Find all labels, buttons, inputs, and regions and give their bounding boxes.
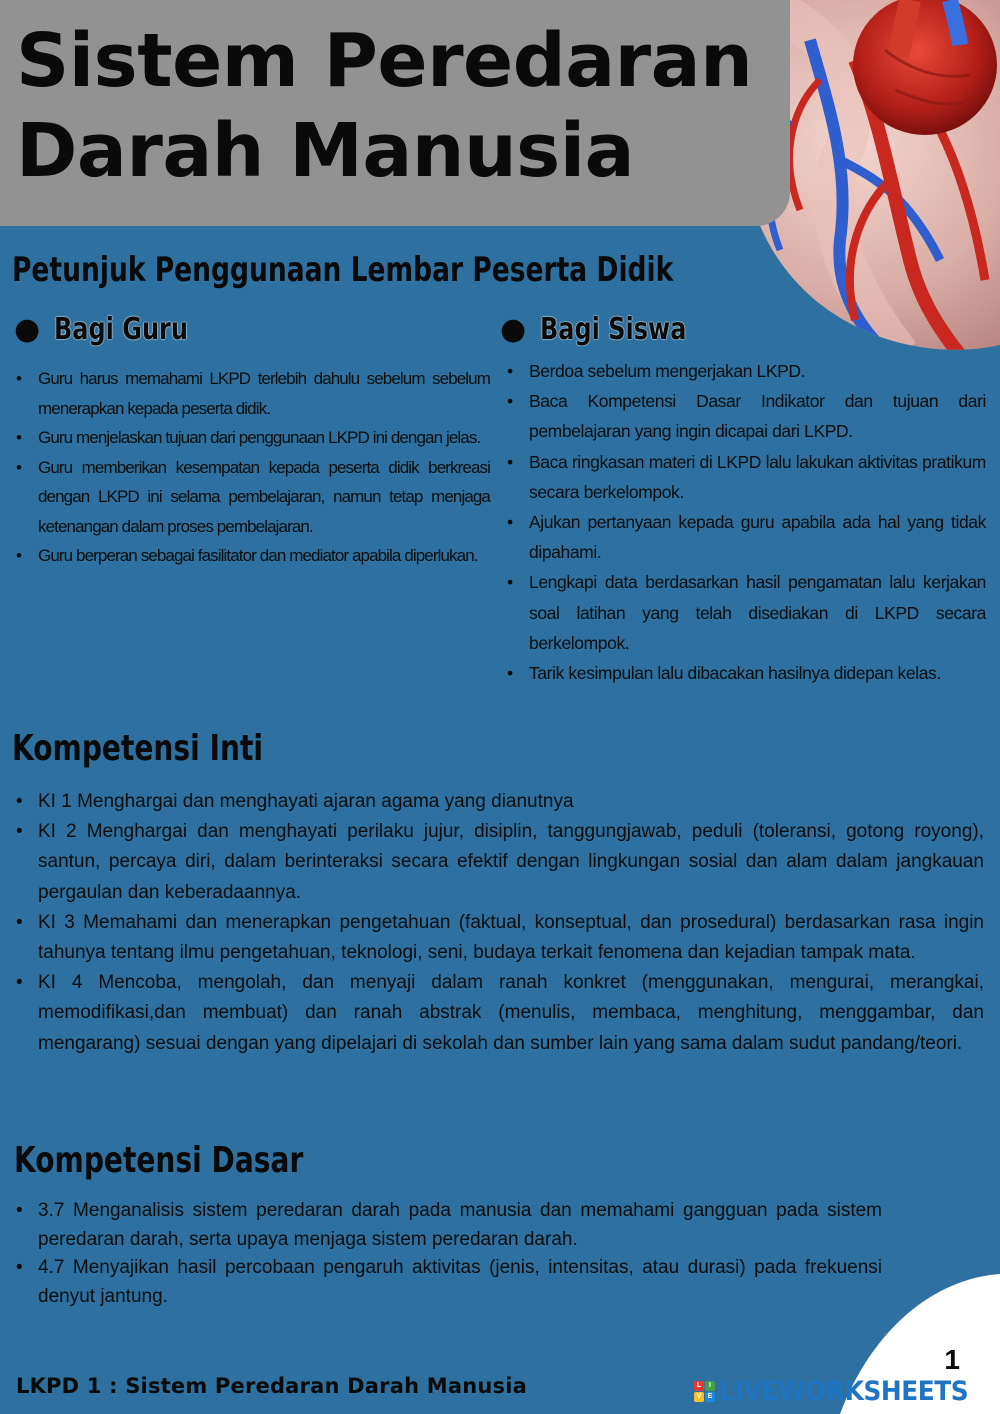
bagi-guru-label: Bagi Guru: [54, 312, 189, 347]
list-item: • Tarik kesimpulan lalu dibacakan hasilnya didepan kelas.: [503, 658, 986, 688]
page-title-line-1: Sistem Peredaran: [16, 18, 753, 104]
bagi-siswa-heading: [500, 312, 723, 347]
logo-badge-letter: E: [705, 1392, 715, 1402]
logo-text-part-1: LIVEWOR: [719, 1376, 845, 1407]
list-item: • KI 1 Menghargai dan menghayati ajaran agama yang dianutnya: [12, 787, 984, 817]
kompetensi-inti-heading: Kompetensi Inti: [12, 728, 264, 769]
page-title-line-2: Darah Manusia: [16, 108, 635, 194]
page-title: [16, 16, 752, 196]
bullet-dot-icon: ●: [14, 312, 41, 347]
page-number: 1: [944, 1344, 960, 1375]
logo-wordmark: [719, 1376, 968, 1407]
list-item: • Guru berperan sebagai fasilitator dan mediator apabila diperlukan.: [12, 541, 490, 571]
logo-badge: [694, 1381, 715, 1402]
siswa-instruction-list: [503, 356, 986, 688]
list-item: • Guru memberikan kesempatan kepada peserta didik berkreasi dengan LKPD ini selama pembelajaran, namun tetap menjaga ketenangan dalam proses pembelajaran.: [12, 453, 490, 542]
bullet-dot-icon: ●: [500, 312, 527, 347]
list-item: • KI 4 Mencoba, mengolah, dan menyaji dalam ranah konkret (menggunakan, mengurai, merangkai, memodifikasi,dan membuat) dan ranah abstrak (menulis, membaca, menghitung, menggambar, dan mengarang) sesuai dengan yang dipelajari di sekolah dan sumber lain yang sama dalam sudut pandang/teori.: [12, 968, 984, 1059]
list-item: • Baca Kompetensi Dasar Indikator dan tujuan dari pembelajaran yang ingin dicapai dari LKPD.: [503, 386, 986, 446]
logo-text-part-2: KSHEETS: [844, 1376, 969, 1407]
list-item: • 3.7 Menganalisis sistem peredaran darah pada manusia dan memahami gangguan pada sistem peredaran darah, serta upaya menjaga sistem peredaran darah.: [12, 1197, 882, 1254]
list-item: • Guru harus memahami LKPD terlebih dahulu sebelum sebelum menerapkan kepada peserta didik.: [12, 364, 490, 423]
kompetensi-dasar-heading: Kompetensi Dasar: [14, 1140, 304, 1181]
list-item: • Ajukan pertanyaan kepada guru apabila ada hal yang tidak dipahami.: [503, 507, 986, 567]
petunjuk-heading: Petunjuk Penggunaan Lembar Peserta Didik: [12, 250, 674, 290]
list-item: • Baca ringkasan materi di LKPD lalu lakukan aktivitas pratikum secara berkelompok.: [503, 447, 986, 507]
footer-title: LKPD 1 : Sistem Peredaran Darah Manusia: [16, 1374, 527, 1398]
list-item: • KI 3 Memahami dan menerapkan pengetahuan (faktual, konseptual, dan prosedural) berdasarkan rasa ingin tahunya tentang ilmu pengetahuan, teknologi, seni, budaya terkait fenomena dan kejadian tampak mata.: [12, 908, 984, 968]
list-item: • Guru menjelaskan tujuan dari penggunaan LKPD ini dengan jelas.: [12, 423, 490, 453]
liveworksheets-logo-icon[interactable]: [694, 1376, 990, 1407]
kompetensi-dasar-list: [12, 1197, 882, 1311]
list-item: • KI 2 Menghargai dan menghayati perilaku jujur, disiplin, tanggungjawab, peduli (toleransi, gotong royong), santun, percaya diri, dalam berinteraksi secara efektif dengan lingkungan sosial dan alam dalam jangkauan pergaulan dan keberadaannya.: [12, 817, 984, 908]
list-item: • Lengkapi data berdasarkan hasil pengamatan lalu kerjakan soal latihan yang telah disediakan di LKPD secara berkelompok.: [503, 567, 986, 658]
kompetensi-inti-list: [12, 787, 984, 1059]
list-item: • Berdoa sebelum mengerjakan LKPD.: [503, 356, 986, 386]
list-item: • 4.7 Menyajikan hasil percobaan pengaruh aktivitas (jenis, intensitas, atau durasi) pada frekuensi denyut jantung.: [12, 1254, 882, 1311]
guru-instruction-list: [12, 364, 490, 571]
logo-badge-letter: I: [705, 1381, 715, 1391]
logo-badge-letter: L: [694, 1381, 704, 1391]
bagi-siswa-label: Bagi Siswa: [540, 312, 687, 347]
bagi-guru-heading: [14, 312, 222, 347]
logo-badge-letter: V: [694, 1392, 704, 1402]
